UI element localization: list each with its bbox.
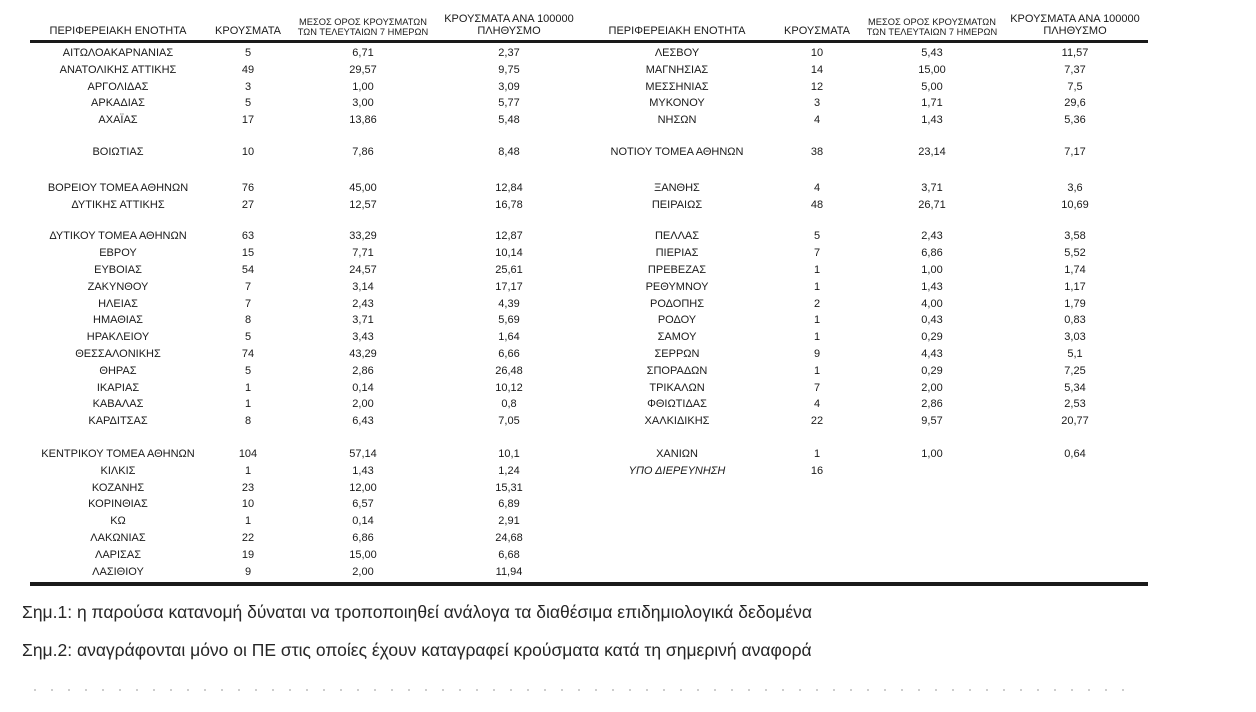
region-cell: ΑΡΓΟΛΙΔΑΣ — [87, 80, 149, 93]
per100k-cell: 5,48 — [498, 114, 520, 127]
avg7-cell: 1,71 — [921, 97, 943, 110]
avg7-cell: 7,86 — [352, 145, 374, 158]
spacer-row — [30, 213, 1148, 228]
avg7-cell: 15,00 — [349, 548, 377, 561]
avg7-cell: 26,71 — [918, 198, 946, 211]
per100k-cell: 7,37 — [1064, 63, 1086, 76]
region-cell: ΠΙΕΡΙΑΣ — [655, 247, 699, 260]
region-cell: ΚΟΖΑΝΗΣ — [91, 481, 145, 494]
per100k-cell: 0,64 — [1064, 447, 1086, 460]
cases-cell — [772, 530, 862, 547]
per100k-cell: 10,14 — [495, 247, 523, 260]
cases-cell: 5 — [244, 364, 252, 377]
cases-cell: 10 — [241, 498, 255, 511]
per100k-cell — [1002, 480, 1148, 497]
avg7-cell: 2,86 — [921, 398, 943, 411]
region-cell: ΡΕΘΥΜΝΟΥ — [645, 280, 709, 293]
table-row — [30, 396, 1148, 413]
per100k-cell: 26,48 — [495, 364, 523, 377]
avg7-cell: 57,14 — [349, 447, 377, 460]
avg7-cell: 12,57 — [349, 198, 377, 211]
avg7-cell: 1,00 — [352, 80, 374, 93]
cases-cell: 5 — [813, 230, 821, 243]
per100k-cell: 29,6 — [1064, 97, 1086, 110]
region-cell: ΙΚΑΡΙΑΣ — [96, 381, 140, 394]
table-header — [30, 8, 1148, 40]
header-avg7-right — [862, 17, 1002, 37]
avg7-cell: 0,14 — [352, 381, 374, 394]
cases-cell: 1 — [244, 464, 252, 477]
region-cell — [582, 513, 772, 530]
region-cell: ΣΑΜΟΥ — [657, 331, 697, 344]
table-body — [30, 43, 1148, 580]
region-cell — [582, 564, 772, 581]
per100k-cell: 10,1 — [498, 447, 520, 460]
table-row — [30, 496, 1148, 513]
avg7-cell: 33,29 — [349, 230, 377, 243]
per100k-cell: 6,66 — [498, 347, 520, 360]
avg7-cell: 2,00 — [352, 398, 374, 411]
spacer-row — [30, 129, 1148, 144]
header-per100k-left — [436, 14, 582, 37]
region-cell: ΚΑΒΑΛΑΣ — [92, 398, 144, 411]
region-cell: ΔΥΤΙΚΟΥ ΤΟΜΕΑ ΑΘΗΝΩΝ — [49, 230, 187, 243]
per100k-cell: 5,36 — [1064, 114, 1086, 127]
cases-cell: 1 — [813, 447, 821, 460]
avg7-cell: 0,14 — [352, 515, 374, 528]
region-cell: ΧΑΝΙΩΝ — [656, 447, 698, 460]
region-cell: ΜΕΣΣΗΝΙΑΣ — [645, 80, 709, 93]
cases-cell: 1 — [244, 398, 252, 411]
header-avg7-left — [290, 17, 436, 37]
region-cell: ΒΟΡΕΙΟΥ ΤΟΜΕΑ ΑΘΗΝΩΝ — [47, 181, 189, 194]
region-cell: ΚΙΛΚΙΣ — [100, 464, 136, 477]
table-row — [30, 62, 1148, 79]
region-cell: ΜΥΚΟΝΟΥ — [649, 97, 705, 110]
table-row — [30, 564, 1148, 581]
region-cell: ΚΕΝΤΡΙΚΟΥ ΤΟΜΕΑ ΑΘΗΝΩΝ — [41, 447, 195, 460]
region-cell: ΜΑΓΝΗΣΙΑΣ — [645, 63, 709, 76]
per100k-cell: 7,5 — [1067, 80, 1083, 93]
cases-cell: 15 — [241, 247, 255, 260]
avg7-cell: 3,43 — [352, 331, 374, 344]
avg7-cell: 12,00 — [349, 481, 377, 494]
avg7-cell: 24,57 — [349, 263, 377, 276]
cases-cell: 7 — [244, 280, 252, 293]
table-bottom-double-rule — [30, 582, 1148, 586]
table-row — [30, 228, 1148, 245]
region-cell: ΛΑΣΙΘΙΟΥ — [92, 565, 144, 578]
table-row — [30, 413, 1148, 430]
avg7-cell: 45,00 — [349, 181, 377, 194]
header-avg7-left-line1: ΜΕΣΟΣ ΟΡΟΣ ΚΡΟΥΣΜΑΤΩΝ — [299, 17, 427, 27]
avg7-cell: 6,57 — [352, 498, 374, 511]
table-row — [30, 79, 1148, 96]
region-cell: ΠΕΙΡΑΙΩΣ — [651, 198, 703, 211]
region-cell: ΠΡΕΒΕΖΑΣ — [647, 263, 707, 276]
avg7-cell: 15,00 — [918, 63, 946, 76]
per100k-cell: 2,37 — [498, 47, 520, 59]
cases-cell: 10 — [810, 47, 824, 59]
cases-cell: 74 — [241, 347, 255, 360]
avg7-cell: 9,57 — [921, 415, 943, 428]
cases-cell: 1 — [813, 280, 821, 293]
per100k-cell: 7,17 — [1064, 145, 1086, 158]
avg7-cell: 6,71 — [352, 47, 374, 59]
table-row — [30, 144, 1148, 161]
per100k-cell: 1,17 — [1064, 280, 1086, 293]
header-per100k-left-line2: ΠΛΗΘΥΣΜΟ — [477, 24, 541, 37]
per100k-cell: 1,74 — [1064, 263, 1086, 276]
per100k-cell: 25,61 — [495, 263, 523, 276]
per100k-cell: 24,68 — [495, 531, 523, 544]
region-cell: ΤΡΙΚΑΛΩΝ — [649, 381, 705, 394]
region-cell: ΝΟΤΙΟΥ ΤΟΜΕΑ ΑΘΗΝΩΝ — [610, 145, 744, 158]
table-row — [30, 245, 1148, 262]
per100k-cell: 5,34 — [1064, 381, 1086, 394]
cases-cell: 5 — [244, 331, 252, 344]
table-row — [30, 180, 1148, 197]
spacer-row — [30, 430, 1148, 446]
table-row — [30, 547, 1148, 564]
cases-cell: 8 — [244, 314, 252, 327]
region-cell: ΔΥΤΙΚΗΣ ΑΤΤΙΚΗΣ — [71, 198, 165, 211]
cases-cell: 7 — [813, 381, 821, 394]
per100k-cell: 4,39 — [498, 297, 520, 310]
table-row — [30, 363, 1148, 380]
region-cell: ΣΠΟΡΑΔΩΝ — [646, 364, 708, 377]
per100k-cell: 3,58 — [1064, 230, 1086, 243]
avg7-cell: 3,71 — [352, 314, 374, 327]
cases-cell: 1 — [813, 314, 821, 327]
avg7-cell: 1,00 — [921, 263, 943, 276]
region-cell: ΖΑΚΥΝΘΟΥ — [87, 280, 149, 293]
note-2: Σημ.2: αναγράφονται μόνο οι ΠΕ στις οποίες έχουν καταγραφεί κρούσματα κατά τη σημερινή αναφορά — [22, 640, 812, 660]
avg7-cell — [862, 530, 1002, 547]
avg7-cell: 23,14 — [918, 145, 946, 158]
table-row — [30, 279, 1148, 296]
per100k-cell: 6,89 — [498, 498, 520, 511]
per100k-cell: 1,24 — [498, 464, 520, 477]
region-cell: ΦΘΙΩΤΙΔΑΣ — [647, 398, 707, 411]
per100k-cell: 2,91 — [498, 515, 520, 528]
avg7-cell: 2,00 — [921, 381, 943, 394]
region-cell: ΕΒΡΟΥ — [99, 247, 137, 260]
avg7-cell: 2,43 — [921, 230, 943, 243]
region-cell: ΘΕΣΣΑΛΟΝΙΚΗΣ — [75, 347, 161, 360]
region-cell: ΒΟΙΩΤΙΑΣ — [92, 145, 144, 158]
per100k-cell: 11,94 — [495, 565, 523, 578]
cases-cell: 19 — [241, 548, 255, 561]
cases-cell: 2 — [813, 297, 821, 310]
cases-cell: 22 — [241, 531, 255, 544]
avg7-cell — [862, 513, 1002, 530]
avg7-cell: 13,86 — [349, 114, 377, 127]
region-cell: ΘΗΡΑΣ — [99, 364, 137, 377]
cases-cell: 23 — [241, 481, 255, 494]
cases-cell: 1 — [813, 331, 821, 344]
avg7-cell — [862, 547, 1002, 564]
table-row — [30, 530, 1148, 547]
avg7-cell: 2,43 — [352, 297, 374, 310]
table-row — [30, 346, 1148, 363]
region-cell: ΛΑΡΙΣΑΣ — [94, 548, 141, 561]
cases-cell: 1 — [244, 515, 252, 528]
cases-cell: 5 — [244, 97, 252, 110]
region-cell: ΠΕΛΛΑΣ — [654, 230, 700, 243]
avg7-cell: 3,14 — [352, 280, 374, 293]
region-cell: ΚΟΡΙΝΘΙΑΣ — [88, 498, 148, 511]
avg7-cell — [862, 480, 1002, 497]
avg7-cell: 5,00 — [921, 80, 943, 93]
per100k-cell — [1002, 530, 1148, 547]
avg7-cell: 3,71 — [921, 181, 943, 194]
table-row — [30, 95, 1148, 112]
per100k-cell: 12,84 — [495, 181, 523, 194]
per100k-cell: 3,09 — [498, 80, 520, 93]
region-cell: ΗΜΑΘΙΑΣ — [93, 314, 143, 327]
region-cell: ΡΟΔΟΠΗΣ — [649, 297, 705, 310]
per100k-cell: 5,69 — [498, 314, 520, 327]
regional-cases-table — [30, 8, 1148, 586]
header-avg7-right-line1: ΜΕΣΟΣ ΟΡΟΣ ΚΡΟΥΣΜΑΤΩΝ — [868, 17, 996, 27]
per100k-cell: 9,75 — [498, 63, 520, 76]
per100k-cell: 6,68 — [498, 548, 520, 561]
spacer-row — [30, 161, 1148, 180]
table-row — [30, 513, 1148, 530]
per100k-cell — [1002, 513, 1148, 530]
cases-cell: 10 — [241, 145, 255, 158]
table-row — [30, 380, 1148, 397]
avg7-cell: 43,29 — [349, 347, 377, 360]
region-cell: ΕΥΒΟΙΑΣ — [94, 263, 142, 276]
cases-cell: 9 — [244, 565, 252, 578]
region-cell — [582, 547, 772, 564]
region-cell: ΞΑΝΘΗΣ — [654, 181, 700, 194]
per100k-cell: 10,69 — [1061, 198, 1089, 211]
cases-cell: 4 — [813, 114, 821, 127]
table-row — [30, 480, 1148, 497]
cases-cell: 76 — [241, 181, 255, 194]
cases-cell: 49 — [241, 63, 255, 76]
cases-cell: 104 — [238, 447, 258, 460]
avg7-cell: 3,00 — [352, 97, 374, 110]
avg7-cell — [862, 463, 1002, 480]
avg7-cell: 7,71 — [352, 247, 374, 260]
per100k-cell — [1002, 496, 1148, 513]
avg7-cell: 0,29 — [921, 364, 943, 377]
header-region-left: ΠΕΡΙΦΕΡΕΙΑΚΗ ΕΝΟΤΗΤΑ — [49, 24, 187, 37]
avg7-cell: 4,00 — [921, 297, 943, 310]
region-cell — [582, 496, 772, 513]
region-cell: ΚΩ — [110, 515, 126, 528]
per100k-cell — [1002, 547, 1148, 564]
region-cell: ΑΝΑΤΟΛΙΚΗΣ ΑΤΤΙΚΗΣ — [59, 63, 177, 76]
avg7-cell: 1,00 — [921, 447, 943, 460]
cases-cell: 1 — [813, 364, 821, 377]
cases-cell — [772, 513, 862, 530]
table-row — [30, 296, 1148, 313]
region-cell: ΡΟΔΟΥ — [657, 314, 697, 327]
avg7-cell — [862, 564, 1002, 581]
table-row — [30, 463, 1148, 480]
per100k-cell: 11,57 — [1061, 47, 1089, 59]
per100k-cell: 0,83 — [1064, 314, 1086, 327]
table-row — [30, 446, 1148, 463]
per100k-cell: 17,17 — [495, 280, 523, 293]
per100k-cell: 15,31 — [495, 481, 523, 494]
region-cell: ΝΗΣΩΝ — [657, 114, 697, 127]
cases-cell: 8 — [244, 415, 252, 428]
header-avg7-right-line2: ΤΩΝ ΤΕΛΕΥΤΑΙΩΝ 7 ΗΜΕΡΩΝ — [866, 27, 998, 37]
region-cell: ΛΕΣΒΟΥ — [654, 47, 700, 59]
table-row — [30, 262, 1148, 279]
per100k-cell: 2,53 — [1064, 398, 1086, 411]
cases-cell: 22 — [810, 415, 824, 428]
avg7-cell: 0,29 — [921, 331, 943, 344]
cases-cell: 38 — [810, 145, 824, 158]
header-per100k-right — [1002, 14, 1148, 37]
per100k-cell: 7,05 — [498, 415, 520, 428]
header-cases-left: ΚΡΟΥΣΜΑΤΑ — [215, 24, 281, 37]
avg7-cell: 1,43 — [352, 464, 374, 477]
per100k-cell: 5,77 — [498, 97, 520, 110]
region-cell: ΣΕΡΡΩΝ — [654, 347, 700, 360]
avg7-cell: 2,00 — [352, 565, 374, 578]
per100k-cell: 10,12 — [495, 381, 523, 394]
cases-cell: 48 — [810, 198, 824, 211]
cases-cell: 17 — [241, 114, 255, 127]
per100k-cell: 1,79 — [1064, 297, 1086, 310]
per100k-cell: 16,78 — [495, 198, 523, 211]
header-per100k-left-line1: ΚΡΟΥΣΜΑΤΑ ΑΝΑ 100000 — [444, 13, 574, 25]
table-row — [30, 197, 1148, 214]
cases-cell: 4 — [813, 398, 821, 411]
avg7-cell: 29,57 — [349, 63, 377, 76]
cases-cell: 63 — [241, 230, 255, 243]
header-cases-right: ΚΡΟΥΣΜΑΤΑ — [784, 24, 850, 37]
cases-cell: 54 — [241, 263, 255, 276]
header-per100k-right-line1: ΚΡΟΥΣΜΑΤΑ ΑΝΑ 100000 — [1010, 13, 1140, 25]
avg7-cell: 5,43 — [921, 47, 943, 59]
per100k-cell: 3,6 — [1067, 181, 1083, 194]
note-1: Σημ.1: η παρούσα κατανομή δύναται να τροποποιηθεί ανάλογα τα διαθέσιμα επιδημιολογικά δεδομένα — [22, 602, 813, 622]
cases-cell — [772, 547, 862, 564]
cases-cell: 1 — [813, 263, 821, 276]
per100k-cell: 5,1 — [1067, 347, 1083, 360]
cases-cell — [772, 564, 862, 581]
region-cell: ΚΑΡΔΙΤΣΑΣ — [88, 415, 148, 428]
avg7-cell: 2,86 — [352, 364, 374, 377]
avg7-cell: 6,43 — [352, 415, 374, 428]
table-row — [30, 45, 1148, 62]
table-row — [30, 112, 1148, 129]
avg7-cell: 1,43 — [921, 280, 943, 293]
region-cell — [582, 480, 772, 497]
avg7-cell: 1,43 — [921, 114, 943, 127]
per100k-cell: 0,8 — [501, 398, 517, 411]
region-cell: ΑΙΤΩΛΟΑΚΑΡΝΑΝΙΑΣ — [62, 47, 174, 59]
region-cell: ΗΡΑΚΛΕΙΟΥ — [86, 331, 150, 344]
per100k-cell: 20,77 — [1061, 415, 1089, 428]
cases-cell: 16 — [810, 464, 824, 477]
cases-cell: 5 — [244, 47, 252, 59]
region-cell: ΑΧΑΪΑΣ — [98, 114, 138, 127]
per100k-cell: 1,64 — [498, 331, 520, 344]
per100k-cell — [1002, 564, 1148, 581]
per100k-cell: 12,87 — [495, 230, 523, 243]
cases-cell: 3 — [813, 97, 821, 110]
table-row — [30, 329, 1148, 346]
header-per100k-right-line2: ΠΛΗΘΥΣΜΟ — [1043, 24, 1107, 37]
avg7-cell: 0,43 — [921, 314, 943, 327]
cases-cell: 14 — [810, 63, 824, 76]
table-row — [30, 312, 1148, 329]
cases-cell: 12 — [810, 80, 824, 93]
region-cell: ΧΑΛΚΙΔΙΚΗΣ — [644, 415, 710, 428]
region-cell: ΥΠΟ ΔΙΕΡΕΥΝΗΣΗ — [628, 464, 726, 477]
per100k-cell: 7,25 — [1064, 364, 1086, 377]
avg7-cell — [862, 496, 1002, 513]
per100k-cell: 5,52 — [1064, 247, 1086, 260]
avg7-cell: 6,86 — [352, 531, 374, 544]
header-region-right: ΠΕΡΙΦΕΡΕΙΑΚΗ ΕΝΟΤΗΤΑ — [608, 24, 746, 37]
cases-cell — [772, 480, 862, 497]
per100k-cell: 8,48 — [498, 145, 520, 158]
avg7-cell: 6,86 — [921, 247, 943, 260]
region-cell: ΛΑΚΩΝΙΑΣ — [90, 531, 146, 544]
header-avg7-left-line2: ΤΩΝ ΤΕΛΕΥΤΑΙΩΝ 7 ΗΜΕΡΩΝ — [297, 27, 429, 37]
cropped-next-content-edge — [34, 689, 1134, 691]
region-cell: ΑΡΚΑΔΙΑΣ — [91, 97, 145, 110]
cases-cell: 7 — [244, 297, 252, 310]
cases-cell: 27 — [241, 198, 255, 211]
avg7-cell: 4,43 — [921, 347, 943, 360]
cases-cell: 1 — [244, 381, 252, 394]
cases-cell: 9 — [813, 347, 821, 360]
cases-cell — [772, 496, 862, 513]
region-cell — [582, 530, 772, 547]
region-cell: ΗΛΕΙΑΣ — [98, 297, 138, 310]
footnotes — [22, 602, 1222, 678]
per100k-cell: 3,03 — [1064, 331, 1086, 344]
per100k-cell — [1002, 463, 1148, 480]
cases-cell: 7 — [813, 247, 821, 260]
cases-cell: 3 — [244, 80, 252, 93]
cases-cell: 4 — [813, 181, 821, 194]
